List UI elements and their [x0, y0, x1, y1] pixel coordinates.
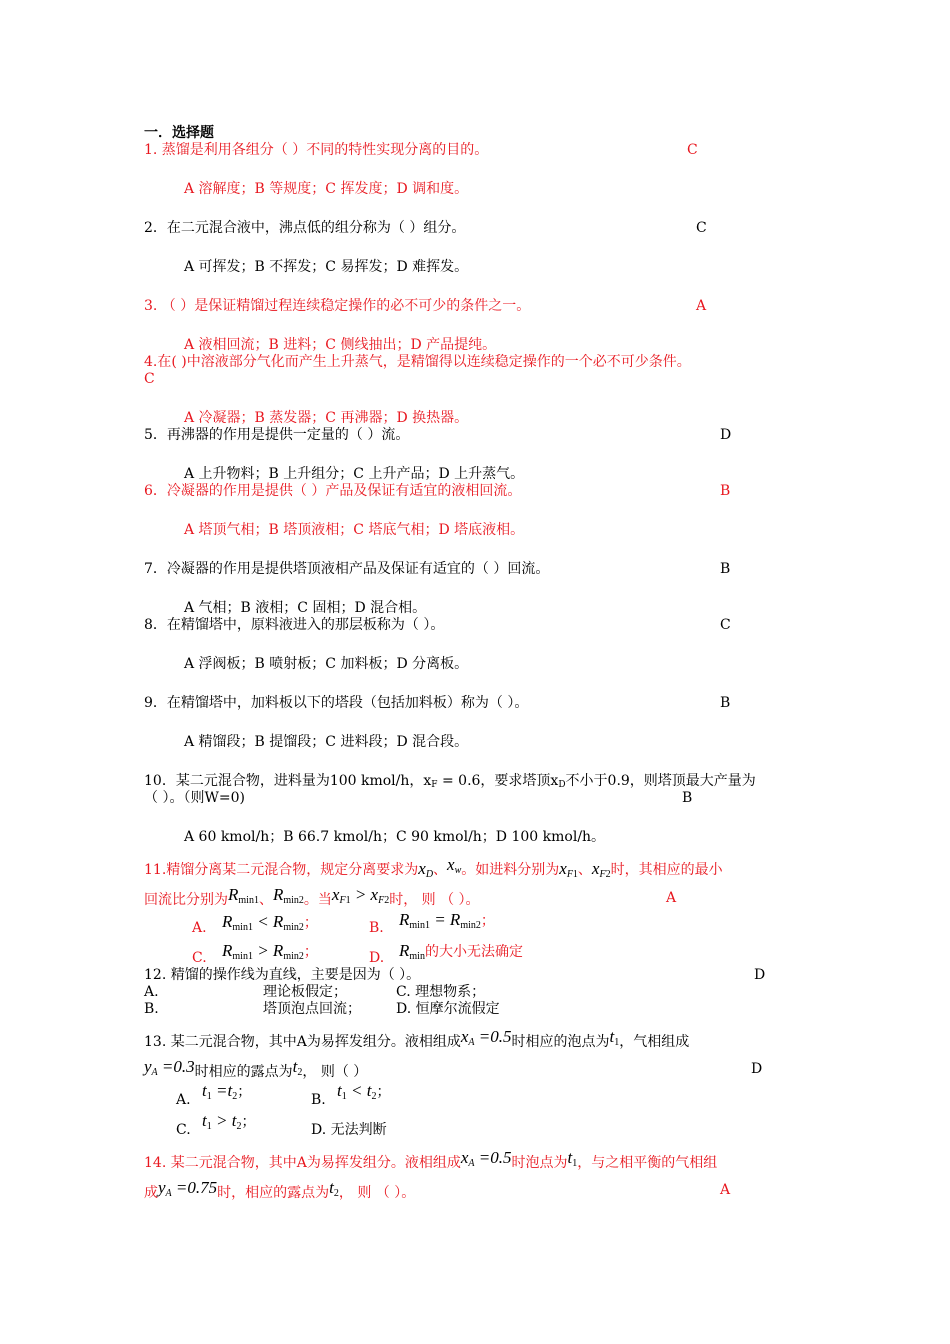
q11-t9: 时， 则 （ ）。 [389, 892, 480, 908]
answer-2: C [696, 220, 707, 236]
q10-text-e: 不小于0.9，则塔顶最大产量为 [565, 773, 756, 789]
question-6: 6．冷凝器的作用是提供（ ）产品及保证有适宜的液相回流。 [144, 483, 522, 499]
q11-t8: 。当 [303, 892, 332, 908]
q13-option-c-label: C. [176, 1122, 191, 1138]
answer-5: D [720, 427, 732, 443]
math-xd: xD [418, 859, 434, 880]
q13-semi-c: ； [241, 1114, 256, 1130]
q10-text-c: = 0.6，要求塔顶x [437, 773, 559, 789]
math-xf1-gt-xf2: $xF_1 > xF_2$ [331, 885, 390, 906]
q11-t2: 、 [433, 862, 448, 878]
question-12: 12. 精馏的操作线为直线，主要是因为（ ）。 [144, 967, 421, 983]
q10-sub-f: F [431, 780, 438, 790]
options-7: A 气相；B 液相；C 固相；D 混合相。 [184, 600, 427, 616]
q11-option-a-label: A. [192, 920, 207, 936]
math-t1-eq-t2: $t_1 =t_2$ [202, 1081, 238, 1102]
q13-option-c-math [202, 1110, 255, 1138]
math-rmin1: $R_{min1}$ [228, 885, 259, 906]
answer-6: B [720, 483, 731, 499]
math-xa-05: xA =0.5 [460, 1027, 512, 1048]
q14-t5: 时，相应的露点为 [217, 1185, 330, 1201]
math-t1: $t_1$ [609, 1027, 620, 1048]
q12-option-a-text: 理论板假定； [263, 984, 347, 1000]
q12-option-d: D. 恒摩尔流假定 [396, 1001, 500, 1017]
q11-t4: 、 [577, 862, 592, 878]
math-q14-t1: $t_1$ [567, 1148, 578, 1169]
question-11-line1 [144, 853, 723, 887]
question-14-line2 [144, 1175, 415, 1207]
math-rmin1-gt-rmin2: $R_{min1} > R_{min2}$ [222, 941, 304, 962]
q13-option-b-label: B. [311, 1092, 326, 1108]
q13-option-d: D. 无法判断 [311, 1122, 387, 1138]
answer-9: B [720, 695, 731, 711]
math-q14-t2: $t_2$ [329, 1178, 339, 1199]
q12-option-b-text: 塔顶泡点回流； [263, 1001, 361, 1017]
options-6: A 塔顶气相；B 塔顶液相；C 塔底气相；D 塔底液相。 [184, 522, 525, 538]
q13-t2: 时相应的泡点为 [511, 1034, 610, 1050]
answer-8: C [720, 617, 731, 633]
options-5: A 上升物料；B 上升组分；C 上升产品；D 上升蒸气。 [184, 466, 525, 482]
q13-option-a-label: A. [176, 1092, 191, 1108]
math-rmin1-eq-rmin2: $R_{min1} = R_{min2}$ [399, 910, 481, 931]
options-2: A 可挥发；B 不挥发；C 易挥发；D 难挥发。 [184, 259, 469, 275]
answer-1: C [687, 142, 698, 158]
math-rmin: $R_{min}$ [399, 941, 425, 962]
question-10-line2: （ ）。（则W=0) [144, 790, 245, 806]
question-2: 2．在二元混合液中，沸点低的组分称为（ ）组分。 [144, 220, 466, 236]
q11-semi-c: ； [303, 944, 318, 960]
options-4: A 冷凝器；B 蒸发器；C 再沸器；D 换热器。 [184, 410, 469, 426]
q13-t4: 时相应的露点为 [194, 1064, 293, 1080]
q13-semi-b: ； [376, 1084, 391, 1100]
q13-option-a-math [202, 1080, 251, 1108]
section-title: 一．选择题 [144, 125, 214, 141]
math-t1-lt-t2: $t_1 < t_2$ [337, 1081, 377, 1102]
math-t1-gt-t2: $t_1 > t_2$ [202, 1111, 242, 1132]
q11-option-b-math [399, 909, 495, 937]
q12-option-b-label: B. [144, 1001, 159, 1017]
answer-10: B [682, 790, 693, 806]
question-4: 4.在( )中溶液部分气化而产生上升蒸气，是精馏得以连续稳定操作的一个必不可少条件。 [144, 354, 691, 370]
answer-4: C [144, 371, 155, 387]
q11-option-c-math [222, 940, 318, 968]
question-1: 1. 蒸馏是利用各组分（ ）不同的特性实现分离的目的。 [144, 142, 489, 158]
q10-text-a: 10．某二元混合物，进料量为100 kmol/h，x [144, 773, 432, 789]
answer-13: D [751, 1061, 763, 1077]
answer-3: A [696, 298, 707, 314]
math-rmin2: $R_{min2}$ [272, 885, 304, 906]
options-10: A 60 kmol/h；B 66.7 kmol/h；C 90 kmol/h；D 100 kmol/h。 [184, 829, 606, 845]
question-13-line2 [144, 1054, 367, 1086]
q10-sub-d: D [558, 780, 566, 790]
math-q14-ya-075: yA =0.75 [158, 1178, 218, 1199]
question-8: 8．在精馏塔中，原料液进入的那层板称为（ ）。 [144, 617, 445, 633]
answer-14: A [720, 1182, 731, 1198]
options-1: A 溶解度；B 等规度；C 挥发度；D 调和度。 [184, 181, 469, 197]
q12-option-a-label: A. [144, 984, 159, 1000]
q14-t1: 14. 某二元混合物，其中A为易挥发组分。液相组成 [144, 1155, 461, 1171]
q11-option-c-label: C. [192, 950, 207, 966]
q12-option-c: C. 理想物系； [396, 984, 486, 1000]
q11-option-d-label: D. [369, 950, 385, 966]
q11-t5: 时，其相应的最小 [610, 862, 723, 878]
q14-t2: 时泡点为 [511, 1155, 568, 1171]
q11-option-d-text: 的大小无法确定 [424, 944, 523, 960]
question-3: 3. （ ）是保证精馏过程连续稳定操作的必不可少的条件之一。 [144, 298, 531, 314]
q11-semi-b: ； [480, 913, 495, 929]
math-xf2: $xF_2$ [591, 859, 611, 880]
options-3: A 液相回流；B 进料；C 侧线抽出；D 产品提纯。 [184, 337, 497, 353]
q11-option-b-label: B. [369, 920, 384, 936]
question-9: 9．在精馏塔中，加料板以下的塔段（包括加料板）称为（ ）。 [144, 695, 529, 711]
q11-t6: 回流比分别为 [144, 892, 228, 908]
answer-12: D [754, 967, 766, 983]
q11-option-a-math [222, 911, 318, 939]
q11-t7: 、 [258, 892, 273, 908]
question-5: 5．再沸器的作用是提供一定量的（ ）流。 [144, 427, 410, 443]
q13-option-b-math [337, 1080, 390, 1108]
q13-t5: ， 则（ ） [302, 1064, 368, 1080]
math-xw: xw [447, 855, 462, 876]
q13-t3: ，气相组成 [619, 1034, 690, 1050]
math-xf1: $xF_1$ [559, 859, 578, 880]
question-14-line1 [144, 1145, 717, 1177]
question-13-line1 [144, 1024, 689, 1056]
q11-semi-a: ； [303, 915, 318, 931]
math-q14-xa-05: xA =0.5 [460, 1148, 512, 1169]
math-ya-03: yA =0.3 [144, 1057, 195, 1078]
q11-option-d-math [399, 940, 523, 968]
answer-11: A [666, 890, 677, 906]
q11-t1: 11.精馏分离某二元混合物，规定分离要求为 [144, 862, 419, 878]
q14-t3: ，与之相平衡的气相组 [577, 1155, 718, 1171]
q14-t6: ， 则 （ ）。 [338, 1185, 416, 1201]
math-rmin1-lt-rmin2: $R_{min1} < R_{min2}$ [222, 912, 304, 933]
q13-semi-a: ； [237, 1084, 252, 1100]
question-7: 7．冷凝器的作用是提供塔顶液相产品及保证有适宜的（ ）回流。 [144, 561, 550, 577]
options-8: A 浮阀板；B 喷射板；C 加料板；D 分离板。 [184, 656, 469, 672]
q13-t1: 13. 某二元混合物，其中A为易挥发组分。液相组成 [144, 1034, 461, 1050]
math-t2: $t_2$ [292, 1057, 303, 1078]
q14-t4: 成 [144, 1185, 158, 1201]
q11-t3: 。如进料分别为 [461, 862, 560, 878]
answer-7: B [720, 561, 731, 577]
options-9: A 精馏段；B 提馏段；C 进料段；D 混合段。 [184, 734, 469, 750]
